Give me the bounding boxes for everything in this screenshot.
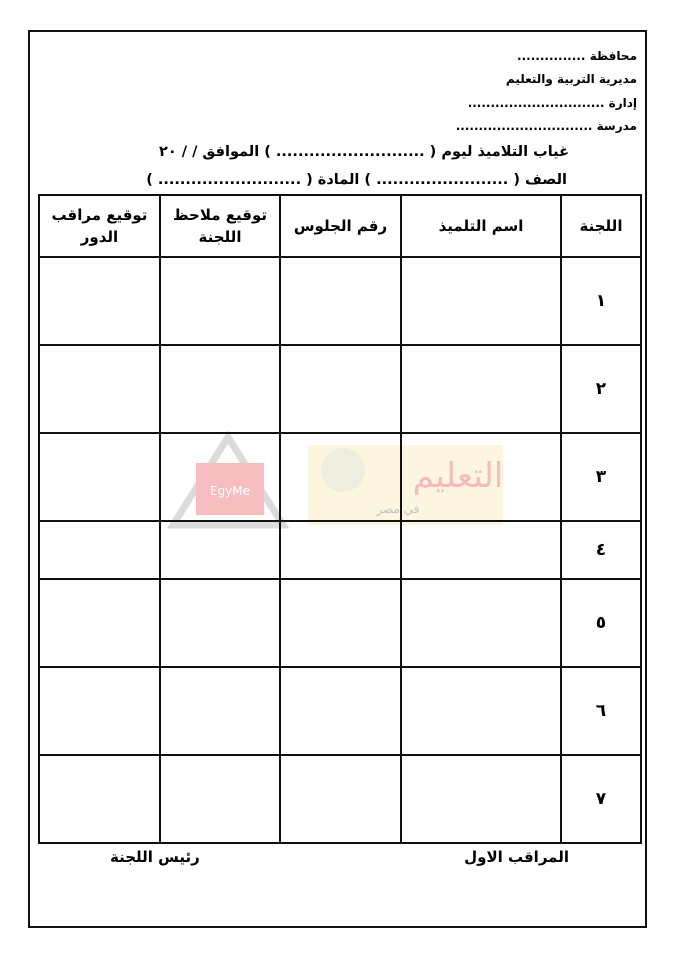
proctor-signature-cell[interactable] bbox=[160, 667, 280, 755]
supervisor-signature-cell[interactable] bbox=[39, 667, 160, 755]
supervisor-signature-cell[interactable] bbox=[39, 755, 160, 843]
row-number: ٥ bbox=[561, 579, 641, 667]
row-number: ٣ bbox=[561, 433, 641, 521]
student-name-cell[interactable] bbox=[401, 579, 561, 667]
table-row bbox=[39, 579, 641, 667]
student-name-cell[interactable] bbox=[401, 521, 561, 579]
table-row bbox=[39, 667, 641, 755]
col-seat-number: رقم الجلوس bbox=[280, 195, 401, 257]
row-number: ٧ bbox=[561, 755, 641, 843]
first-supervisor-label: المراقب الاول bbox=[464, 848, 569, 866]
supervisor-signature-cell[interactable] bbox=[39, 257, 160, 345]
table-row bbox=[39, 755, 641, 843]
directorate-label: مديرية التربية والتعليم bbox=[505, 72, 637, 86]
row-number: ٦ bbox=[561, 667, 641, 755]
col-round-supervisor-signature: توقيع مراقب الدور bbox=[39, 195, 160, 257]
proctor-signature-cell[interactable] bbox=[160, 257, 280, 345]
governorate-field: محافظة ............... bbox=[517, 49, 637, 63]
administration-field: إدارة .............................. bbox=[467, 96, 637, 110]
student-name-cell[interactable] bbox=[401, 433, 561, 521]
seat-number-cell[interactable] bbox=[280, 521, 401, 579]
seat-number-cell[interactable] bbox=[280, 345, 401, 433]
student-name-cell[interactable] bbox=[401, 667, 561, 755]
table-row bbox=[39, 433, 641, 521]
committee-head-label: رئيس اللجنة bbox=[110, 848, 200, 866]
col-proctor-signature: توقيع ملاحظ اللجنة bbox=[160, 195, 280, 257]
seat-number-cell[interactable] bbox=[280, 755, 401, 843]
proctor-signature-cell[interactable] bbox=[160, 755, 280, 843]
seat-number-cell[interactable] bbox=[280, 257, 401, 345]
row-number: ٤ bbox=[561, 521, 641, 579]
table-row bbox=[39, 257, 641, 345]
proctor-signature-cell[interactable] bbox=[160, 345, 280, 433]
watermark-badge: EgyMe bbox=[209, 484, 251, 498]
school-field: مدرسة .............................. bbox=[455, 119, 637, 133]
student-name-cell[interactable] bbox=[401, 755, 561, 843]
seat-number-cell[interactable] bbox=[280, 667, 401, 755]
proctor-signature-cell[interactable] bbox=[160, 433, 280, 521]
seat-number-cell[interactable] bbox=[280, 433, 401, 521]
table-row bbox=[39, 345, 641, 433]
proctor-signature-cell[interactable] bbox=[160, 521, 280, 579]
supervisor-signature-cell[interactable] bbox=[39, 579, 160, 667]
absence-table bbox=[38, 194, 642, 844]
supervisor-signature-cell[interactable] bbox=[39, 433, 160, 521]
student-name-cell[interactable] bbox=[401, 257, 561, 345]
supervisor-signature-cell[interactable] bbox=[39, 521, 160, 579]
watermark-subtitle: في مصر bbox=[376, 502, 420, 516]
row-number: ٢ bbox=[561, 345, 641, 433]
student-name-cell[interactable] bbox=[401, 345, 561, 433]
absence-date-line: غياب التلاميذ ليوم ( ........................... ) الموافق / / ٢٠ bbox=[158, 144, 569, 160]
col-student-name: اسم التلميذ bbox=[401, 195, 561, 257]
seat-number-cell[interactable] bbox=[280, 579, 401, 667]
proctor-signature-cell[interactable] bbox=[160, 579, 280, 667]
supervisor-signature-cell[interactable] bbox=[39, 345, 160, 433]
class-subject-line: الصف ( ........................ ) المادة ( .......................... ) bbox=[146, 172, 567, 188]
watermark-title: التعليم bbox=[412, 456, 504, 496]
col-committee: اللجنة bbox=[561, 195, 641, 257]
table-row bbox=[39, 521, 641, 579]
row-number: ١ bbox=[561, 257, 641, 345]
